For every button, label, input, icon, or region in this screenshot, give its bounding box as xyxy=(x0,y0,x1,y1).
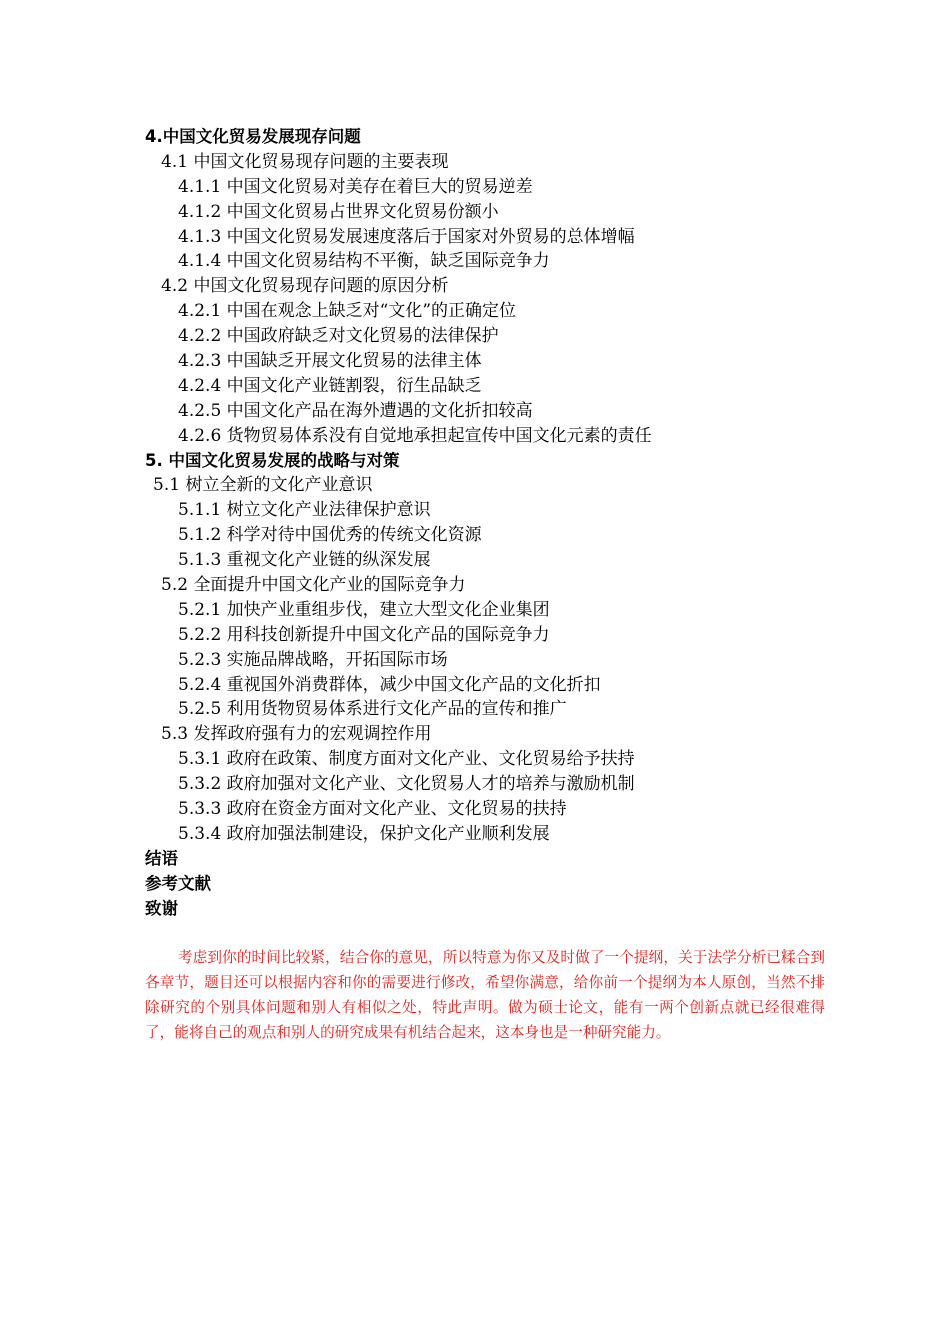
toc-subsection-item: 5.2.5 利用货物贸易体系进行文化产品的宣传和推广 xyxy=(178,699,567,720)
toc-subsection-item: 5.1.1 树立文化产业法律保护意识 xyxy=(178,500,431,521)
toc-subsection-item: 5.2.1 加快产业重组步伐，建立大型文化企业集团 xyxy=(178,599,550,620)
toc-subsection-item: 4.2.5 中国文化产品在海外遭遇的文化折扣较高 xyxy=(178,400,533,421)
toc-chapter-heading: 5. 中国文化贸易发展的战略与对策 xyxy=(145,450,400,470)
toc-chapter-heading: 4.中国文化贸易发展现存问题 xyxy=(145,127,361,146)
toc-subsection-item: 4.2.2 中国政府缺乏对文化贸易的法律保护 xyxy=(178,326,499,347)
toc-subsection-item: 5.1.2 科学对待中国优秀的传统文化资源 xyxy=(178,525,482,546)
toc-subsection-item: 4.2.4 中国文化产业链割裂，衍生品缺乏 xyxy=(178,375,482,396)
toc-subsection-item: 5.3.4 政府加强法制建设，保护文化产业顺利发展 xyxy=(178,823,550,844)
toc-section-item: 5.3 发挥政府强有力的宏观调控作用 xyxy=(161,724,432,745)
toc-chapter-heading: 结语 xyxy=(145,848,178,868)
toc-section-item: 5.1 树立全新的文化产业意识 xyxy=(153,475,373,496)
toc-section-item: 4.1 中国文化贸易现存问题的主要表现 xyxy=(161,151,449,172)
toc-subsection-item: 4.1.2 中国文化贸易占世界文化贸易份额小 xyxy=(178,201,499,222)
toc-subsection-item: 5.2.2 用科技创新提升中国文化产品的国际竞争力 xyxy=(178,624,550,645)
toc-section-item: 4.2 中国文化贸易现存问题的原因分析 xyxy=(161,276,449,297)
toc-subsection-item: 4.1.3 中国文化贸易发展速度落后于国家对外贸易的总体增幅 xyxy=(178,226,635,247)
toc-subsection-item: 5.2.4 重视国外消费群体，减少中国文化产品的文化折扣 xyxy=(178,674,601,695)
toc-subsection-item: 4.2.1 中国在观念上缺乏对“文化”的正确定位 xyxy=(178,301,517,322)
toc-subsection-item: 5.3.2 政府加强对文化产业、文化贸易人才的培养与激励机制 xyxy=(178,774,635,795)
toc-subsection-item: 4.2.6 货物贸易体系没有自觉地承担起宣传中国文化元素的责任 xyxy=(178,425,652,446)
toc-subsection-item: 4.2.3 中国缺乏开展文化贸易的法律主体 xyxy=(178,351,482,372)
toc-subsection-item: 5.1.3 重视文化产业链的纵深发展 xyxy=(178,550,431,571)
toc-subsection-item: 4.1.4 中国文化贸易结构不平衡，缺乏国际竞争力 xyxy=(178,251,550,272)
table-of-contents xyxy=(145,125,845,922)
toc-subsection-item: 5.3.3 政府在资金方面对文化产业、文化贸易的扶持 xyxy=(178,799,567,820)
toc-subsection-item: 5.2.3 实施品牌战略，开拓国际市场 xyxy=(178,649,448,670)
toc-subsection-item: 5.3.1 政府在政策、制度方面对文化产业、文化贸易给予扶持 xyxy=(178,749,635,770)
toc-chapter-heading: 参考文献 xyxy=(145,873,211,893)
toc-section-item: 5.2 全面提升中国文化产业的国际竞争力 xyxy=(161,575,466,596)
author-note: 考虑到你的时间比较紧，结合你的意见，所以特意为你又及时做了一个提纲，关于法学分析已糅合到各章节，题目还可以根据内容和你的需要进行修改，希望你满意，给你前一个提纲为本人原创，当然不排除研究的个别具体问题和别人有相似之处，特此声明。做为硕士论文，能有一两个创新点就已经很难得了，能将自己的观点和别人的研究成果有机结合起来，这本身也是一种研究能力。 xyxy=(145,949,825,1041)
toc-chapter-heading: 致谢 xyxy=(145,898,178,918)
toc-subsection-item: 4.1.1 中国文化贸易对美存在着巨大的贸易逆差 xyxy=(178,176,533,197)
